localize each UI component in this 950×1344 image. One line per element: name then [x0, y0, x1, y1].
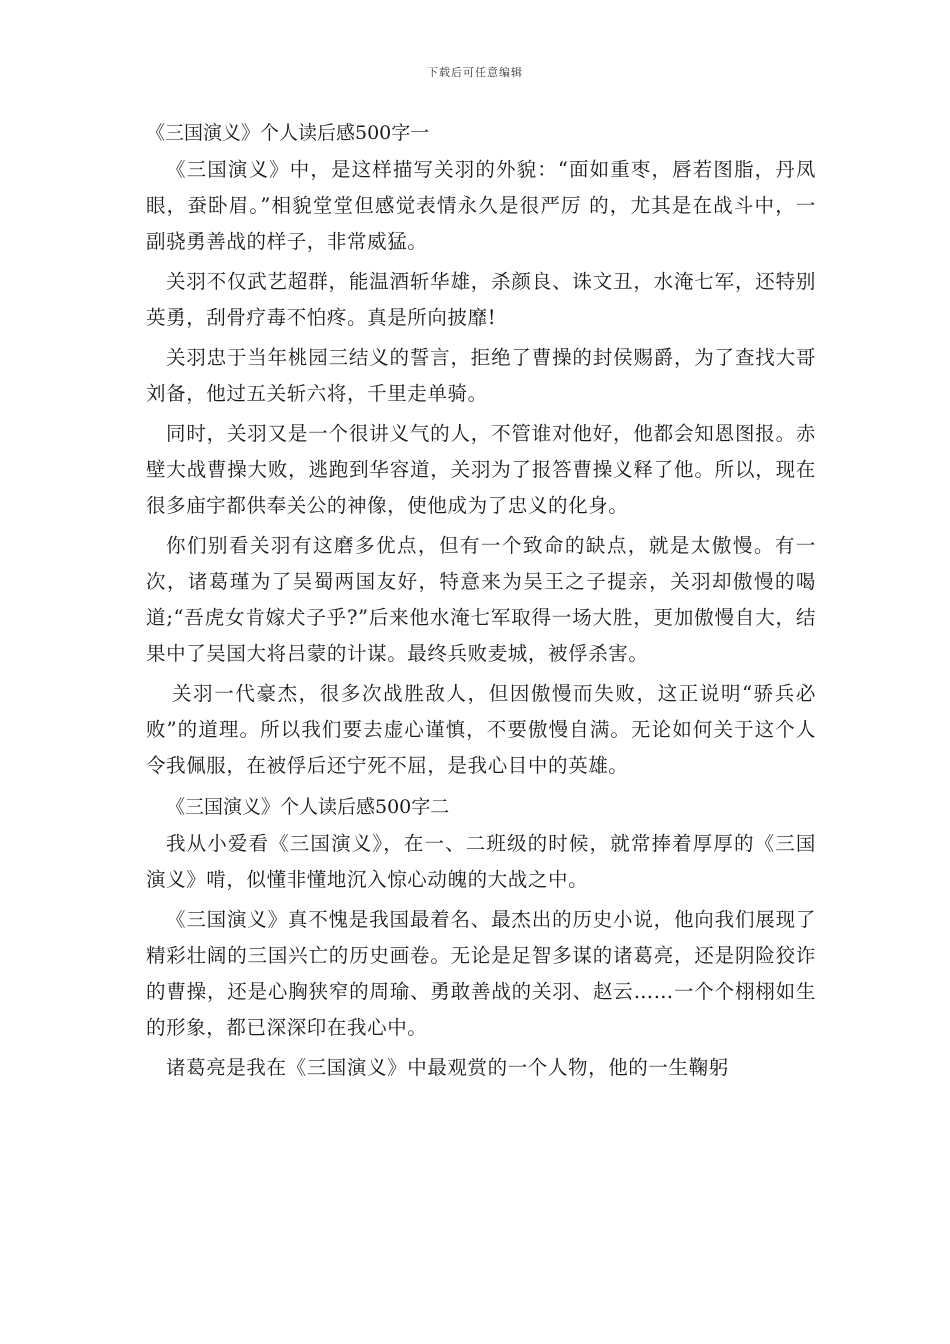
section-title-1: 《三国演义》个人读后感500字一 [146, 122, 430, 144]
paragraph: 关羽不仅武艺超群，能温酒斩华雄，杀颜良、诛文丑，水淹七军，还特别英勇，刮骨疗毒不怕疼。真是所向披靡! [146, 270, 816, 329]
paragraph: 我从小爱看《三国演义》，在一、二班级的时候，就常捧着厚厚的《三国演义》啃，似懂非懂地沉入惊心动魄的大战之中。 [146, 832, 816, 891]
header-note: 下载后可任意编辑 [427, 66, 523, 79]
paragraph: 关羽一代豪杰，很多次战胜敌人，但因傲慢而失败，这正说明“骄兵必败”的道理。所以我们要去虚心谨慎，不要傲慢自满。无论如何关于这个人令我佩服，在被俘后还宁死不屈，是我心目中的英雄。 [146, 682, 816, 777]
section-title-2: 《三国演义》个人读后感500字二 [166, 796, 450, 818]
paragraph: 关羽忠于当年桃园三结义的誓言，拒绝了曹操的封侯赐爵，为了查找大哥刘备，他过五关斩六将，千里走单骑。 [146, 346, 816, 405]
paragraph: 《三国演义》中，是这样描写关羽的外貌：“面如重枣，唇若图脂，丹凤眼，蚕卧眉。”相貌堂堂但感觉表情永久是很严厉 的，尤其是在战斗中，一副骁勇善战的样子，非常威猛。 [146, 158, 816, 253]
paragraph: 诸葛亮是我在《三国演义》中最观赏的一个人物，他的一生鞠躬 [166, 1056, 729, 1079]
paragraph: 同时，关羽又是一个很讲义气的人，不管谁对他好，他都会知恩图报。赤壁大战曹操大败，逃跑到华容道，关羽为了报答曹操义释了他。所以，现在很多庙宇都供奉关公的神像，使他成为了忠义的化身。 [146, 422, 816, 517]
paragraph: 你们别看关羽有这磨多优点，但有一个致命的缺点，就是太傲慢。有一次，诸葛瑾为了吴蜀两国友好，特意来为吴王之子提亲，关羽却傲慢的喝道;“吾虎女肯嫁犬子乎?”后来他水淹七军取得一场大胜，更加傲慢自大，结果中了吴国大将吕蒙的计谋。最终兵败麦城，被俘杀害。 [146, 534, 816, 665]
paragraph: 《三国演义》真不愧是我国最着名、最杰出的历史小说，他向我们展现了精彩壮阔的三国兴亡的历史画卷。无论是足智多谋的诸葛亮，还是阴险狡诈的曹操，还是心胸狭窄的周瑜、勇敢善战的关羽、赵云……一个个栩栩如生的形象，都已深深印在我心中。 [146, 908, 816, 1039]
document-body [146, 114, 816, 1090]
